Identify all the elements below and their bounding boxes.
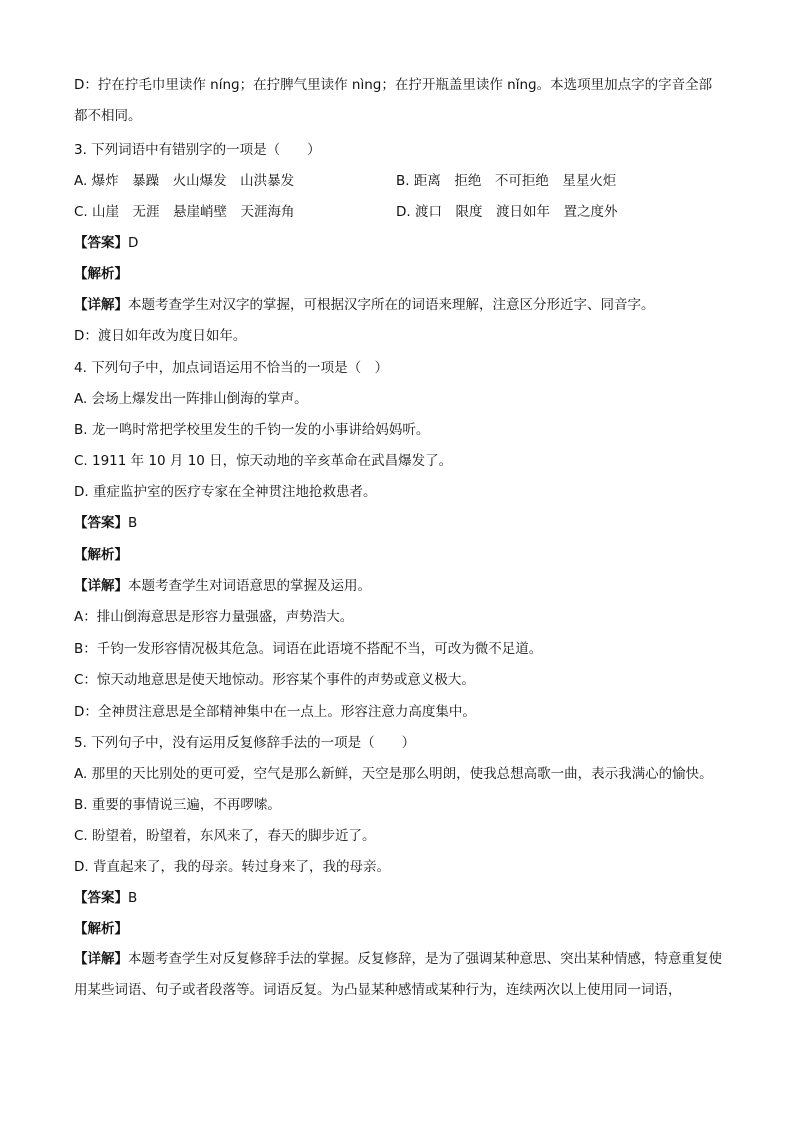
q4-note-b: B：千钧一发形容情况极其危急。词语在此语境不搭配不当，可改为微不足道。 [74,641,543,657]
q5-option-c: C. 盼望着，盼望着，东风来了，春天的脚步近了。 [74,828,376,844]
q4-option-c: C. 1911 年 10 月 10 日，惊天动地的辛亥革命在武昌爆发了。 [74,453,453,469]
q5-answer [74,888,137,908]
q4-note-d: D：全神贯注意思是全部精神集中在一点上。形容注意力高度集中。 [74,704,476,720]
q4-note-c: C：惊天动地意思是使天地惊动。形容某个事件的声势或意义极大。 [74,672,475,688]
answer-value: D [128,235,139,251]
q3-option-a: A. 爆炸 暴躁 火山爆发 山洪暴发 [74,173,295,189]
q3-option-d: D. 渡口 限度 渡日如年 置之度外 [396,204,618,220]
q3-note: D：渡日如年改为度日如年。 [74,328,247,344]
answer-value: B [128,890,138,906]
answer-value: B [128,515,138,531]
q3-stem: 3. 下列词语中有错别字的一项是（ ） [74,142,321,158]
q4-note-a: A：排山倒海意思是形容力量强盛，声势浩大。 [74,609,354,625]
q5-stem: 5. 下列句子中，没有运用反复修辞手法的一项是（ ） [74,735,416,751]
q5-option-d: D. 背直起来了，我的母亲。转过身来了，我的母亲。 [74,859,390,875]
q5-option-b: B. 重要的事情说三遍，不再啰嗦。 [74,797,281,813]
q5-detail [74,944,724,1006]
q3-detail [74,295,655,315]
q5-option-a: A. 那里的天比别处的更可爱，空气是那么新鲜，天空是那么明朗，使我总想高歌一曲，表示我满心的愉快。 [74,766,713,782]
detail-text: 本题考查学生对汉字的掌握，可根据汉字所在的词语来理解，注意区分形近字、同音字。 [128,297,655,313]
q5-analysis-label: 【解析】 [74,921,128,937]
q4-analysis-label: 【解析】 [74,547,128,563]
q4-stem: 4. 下列句子中，加点词语运用不恰当的一项是（ ） [74,360,389,376]
answer-label: 【答案】 [74,515,128,531]
detail-text: 本题考查学生对反复修辞手法的掌握。反复修辞，是为了强调某种意思、突出某种情感，特意重复使用某些词语、句子或者段落等。词语反复。为凸显某种感情或某种行为，连续两次以上使用同一词语， [74,951,722,998]
detail-label: 【详解】 [74,297,128,313]
detail-label: 【详解】 [74,578,128,594]
q2-option-d-explanation: D：拧在拧毛巾里读作 nínɡ；在拧脾气里读作 nìnɡ；在拧开瓶盖里读作 nǐnɡ。本选项里加点字的字音全部都不相同。 [74,77,713,124]
detail-label: 【详解】 [74,951,128,967]
q3-option-c: C. 山崖 无涯 悬崖峭壁 天涯海角 [74,204,295,220]
q4-option-d: D. 重症监护室的医疗专家在全神贯注地抢救患者。 [74,484,377,500]
q4-option-b: B. 龙一鸣时常把学校里发生的千钧一发的小事讲给妈妈听。 [74,422,430,438]
q4-detail [74,576,371,596]
detail-text: 本题考查学生对词语意思的掌握及运用。 [128,578,371,594]
q4-option-a: A. 会场上爆发出一阵排山倒海的掌声。 [74,391,308,407]
q3-analysis-label: 【解析】 [74,266,128,282]
q3-option-b: B. 距离 拒绝 不可拒绝 星星火炬 [396,173,617,189]
q4-answer [74,513,137,533]
answer-label: 【答案】 [74,890,128,906]
q3-answer [74,233,138,253]
answer-label: 【答案】 [74,235,128,251]
